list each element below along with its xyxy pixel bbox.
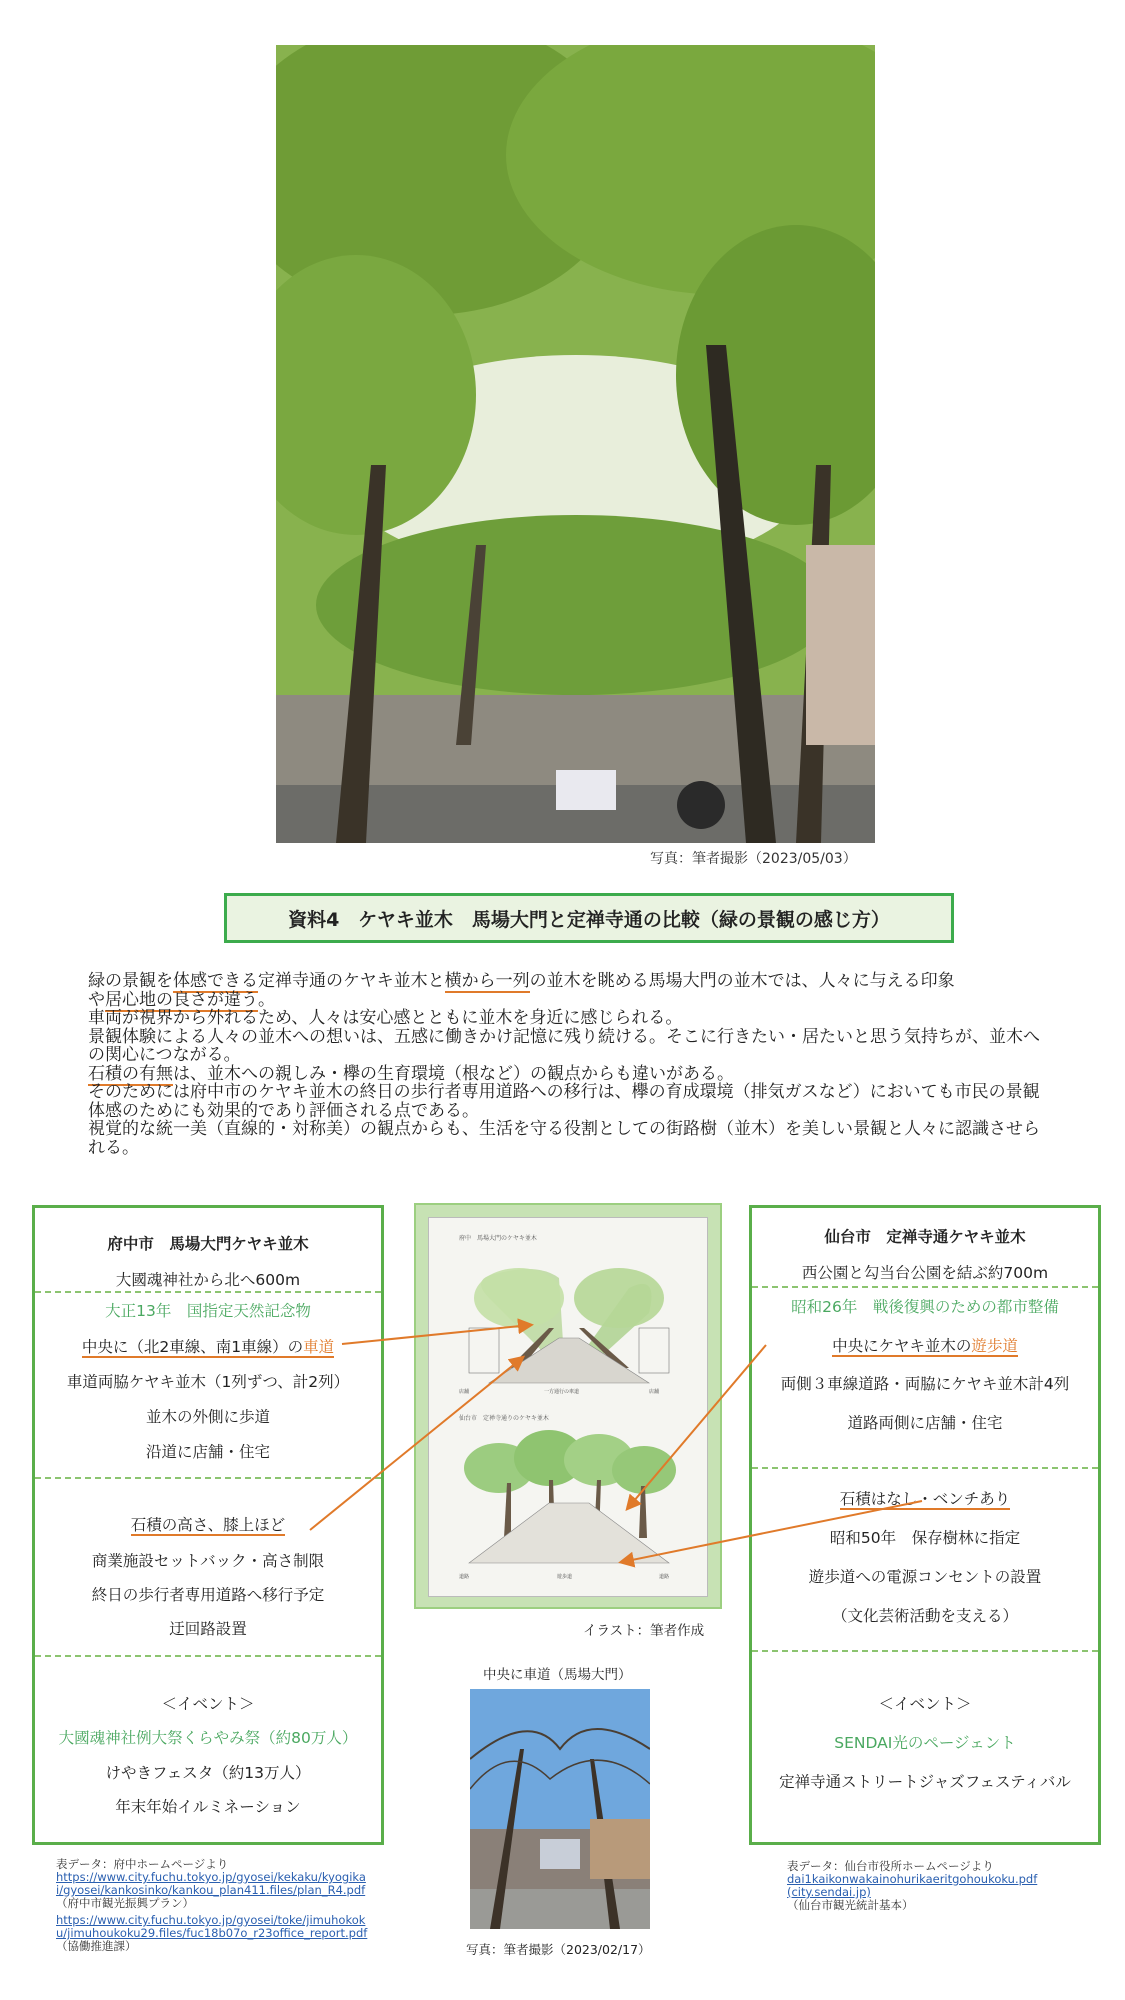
sendai-source-note-1: （仙台市観光統計基本） [787, 1898, 914, 1912]
fuchu-events-heading: ＜イベント＞ [161, 1695, 255, 1713]
sendai-row-stone-text: 石積はなし・ベンチあり [839, 1490, 1011, 1508]
page-title: 資料4 ケヤキ並木 馬場大門と定禅寺通の比較（緑の景観の感じ方） [224, 893, 954, 943]
fuchu-row-shops: 沿道に店舗・住宅 [145, 1443, 270, 1461]
intro-text [88, 972, 1048, 1157]
sendai-row-preserved: 昭和50年 保存樹林に指定 [829, 1529, 1021, 1547]
fuchu-event-kurayami: 大國魂神社例大祭くらやみ祭（約80万人） [58, 1729, 358, 1747]
fuchu-divider-1 [35, 1291, 381, 1293]
illus-label-promenade: 遊歩道 [557, 1574, 573, 1580]
intro-para-4 [88, 1065, 1048, 1084]
sendai-row-stone [752, 1487, 1098, 1509]
fuchu-source-note-1: （府中市観光振興プラン） [56, 1896, 194, 1910]
intro-p1-b: 定禅寺通のケヤキ並木と [258, 971, 445, 991]
sendai-row-culture: （文化芸術活動を支える） [831, 1607, 1018, 1625]
intro-p1-c: の並木を眺める馬場大門の並木では、人々に与える印象 [529, 971, 955, 991]
bottom-photo-caption: 写真：筆者撮影（2023/02/17） [466, 1942, 651, 1957]
fuchu-row-designation: 大正13年 国指定天然記念物 [105, 1302, 311, 1320]
sendai-row-history: 昭和26年 戦後復興のための都市整備 [791, 1298, 1059, 1316]
fuchu-row-detour: 迂回路設置 [169, 1620, 247, 1638]
fuchu-event-illumination: 年末年始イルミネーション [115, 1798, 301, 1816]
fuchu-row-stone [35, 1513, 381, 1535]
fuchu-heading: 府中市 馬場大門ケヤキ並木 [107, 1235, 309, 1253]
intro-p1-e: 。 [258, 989, 275, 1010]
fuchu-row-pedestrian: 終日の歩行者専用道路へ移行予定 [91, 1586, 325, 1604]
illustration-caption: イラスト：筆者作成 [583, 1623, 705, 1639]
sendai-row-roads: 両側３車線道路・両脇にケヤキ並木計4列 [780, 1375, 1070, 1393]
intro-para-1 [88, 972, 1048, 1009]
fuchu-source-note-2: （協働推進課） [56, 1939, 137, 1953]
top-photo-caption: 写真：筆者撮影（2023/05/03） [650, 851, 857, 867]
fuchu-row-stone-text: 石積の高さ、膝上ほど [130, 1516, 286, 1534]
fuchu-source-link-1[interactable]: https://www.city.fuchu.tokyo.jp/gyosei/kekaku/kyogikai/gyosei/kankosinko/kankou_plan411.files/plan_R4.pdf [56, 1870, 366, 1897]
fuchu-row-distance: 大國魂神社から北へ600m [115, 1271, 301, 1289]
illus-label-road-right: 道路 [659, 1574, 670, 1580]
fuchu-source-link-2[interactable]: https://www.city.fuchu.tokyo.jp/gyosei/toke/jimuhokoku/jimuhoukoku29.files/fuc18b07o_r23office_report.pdf [56, 1913, 368, 1940]
fuchu-row-sidewalk: 並木の外側に歩道 [145, 1408, 270, 1426]
sendai-heading: 仙台市 定禅寺通ケヤキ並木 [824, 1228, 1026, 1246]
illus-label-bottom: 仙台市 定禅寺通りのケヤキ並木 [459, 1415, 549, 1422]
intro-para-6: 視覚的な統一美（直線的・対称美）の観点からも、生活を守る役割としての街路樹（並木）を美しい景観と人々に認識させられる。 [88, 1119, 1040, 1158]
fuchu-sources [56, 1858, 371, 1953]
intro-para-5: そのためには府中市のケヤキ並木の終日の歩行者専用道路への移行は、欅の育成環境（排気ガスなど）においても市民の景観体感のためにも効果的であり評価される点である。 [88, 1082, 1040, 1121]
illus-label-road-left: 道路 [459, 1574, 470, 1580]
fuchu-source-label: 表データ：府中ホームページより [56, 1857, 229, 1871]
fuchu-row-setback: 商業施設セットバック・高さ制限 [91, 1552, 325, 1570]
illus-label-top: 府中 馬場大門のケヤキ並木 [459, 1235, 537, 1242]
intro-p4-b: は、並木への親しみ・欅の生育環境（根など）の観点からも違いがある。 [173, 1063, 734, 1084]
sendai-sources [787, 1860, 1107, 1912]
bottom-photo-title: 中央に車道（馬場大門） [483, 1667, 632, 1683]
intro-p1-underline-2: 横から一列 [444, 971, 530, 991]
intro-para-3: 景観体験による人々の並木への想いは、五感に働きかけ記憶に残り続ける。そこに行きたい・居たいと思う気持ちが、並木への関心につながる。 [88, 1026, 1040, 1065]
fuchu-row-center-road [35, 1335, 381, 1357]
fuchu-event-festa: けやきフェスタ（約13万人） [105, 1764, 311, 1782]
fuchu-row-center-road-a: 中央に（北2車線、南1車線）の [81, 1338, 304, 1356]
sendai-source-link-1[interactable]: dai1kaikonwakainohurikaeritgohoukoku.pdf (city.sendai.jp) [787, 1872, 1038, 1899]
illus-label-shop-left: 店舗 [459, 1389, 470, 1395]
illus-label-shop-right: 店舗 [649, 1389, 660, 1395]
sendai-row-promenade-a: 中央にケヤキ並木の [832, 1337, 972, 1355]
intro-p1-d: や [88, 989, 105, 1010]
sendai-row-power: 遊歩道への電源コンセントの設置 [808, 1568, 1042, 1586]
sendai-info-box [749, 1205, 1101, 1845]
sendai-row-distance: 西公園と勾当台公園を結ぶ約700m [801, 1264, 1049, 1282]
fuchu-row-center-road-b: 車道 [303, 1338, 335, 1356]
fuchu-info-box [32, 1205, 384, 1845]
intro-p1-underline-3: 居心地の良さが違う [105, 989, 258, 1010]
sendai-divider-2 [752, 1467, 1098, 1469]
intro-p4-underline: 石積の有無 [88, 1063, 173, 1084]
sendai-row-promenade [752, 1334, 1098, 1356]
intro-p1-a: 緑の景観を [88, 971, 173, 991]
illustration-sketch [428, 1217, 708, 1597]
sendai-event-jazz: 定禅寺通ストリートジャズフェスティバル [779, 1773, 1071, 1791]
bottom-street-photo [470, 1689, 650, 1929]
intro-p1-underline-1: 体感できる [173, 971, 258, 991]
fuchu-row-trees: 車道両脇ケヤキ並木（1列ずつ、計2列） [66, 1373, 350, 1391]
illus-label-road: 一方通行の車道 [544, 1389, 580, 1395]
sendai-source-label: 表データ：仙台市役所ホームページより [787, 1859, 994, 1873]
sendai-row-shops: 道路両側に店舗・住宅 [847, 1414, 1003, 1432]
intro-para-2: 車両が視界から外れるため、人々は安心感とともに並木を身近に感じられる。 [88, 1008, 683, 1028]
sendai-event-pageant: SENDAI光のページェント [834, 1734, 1016, 1752]
fuchu-divider-3 [35, 1655, 381, 1657]
sendai-divider-3 [752, 1650, 1098, 1652]
sendai-row-promenade-b: 遊歩道 [971, 1337, 1018, 1355]
sendai-divider-1 [752, 1286, 1098, 1288]
sendai-events-heading: ＜イベント＞ [878, 1695, 972, 1713]
fuchu-divider-2 [35, 1477, 381, 1479]
top-tree-photo [276, 45, 875, 843]
